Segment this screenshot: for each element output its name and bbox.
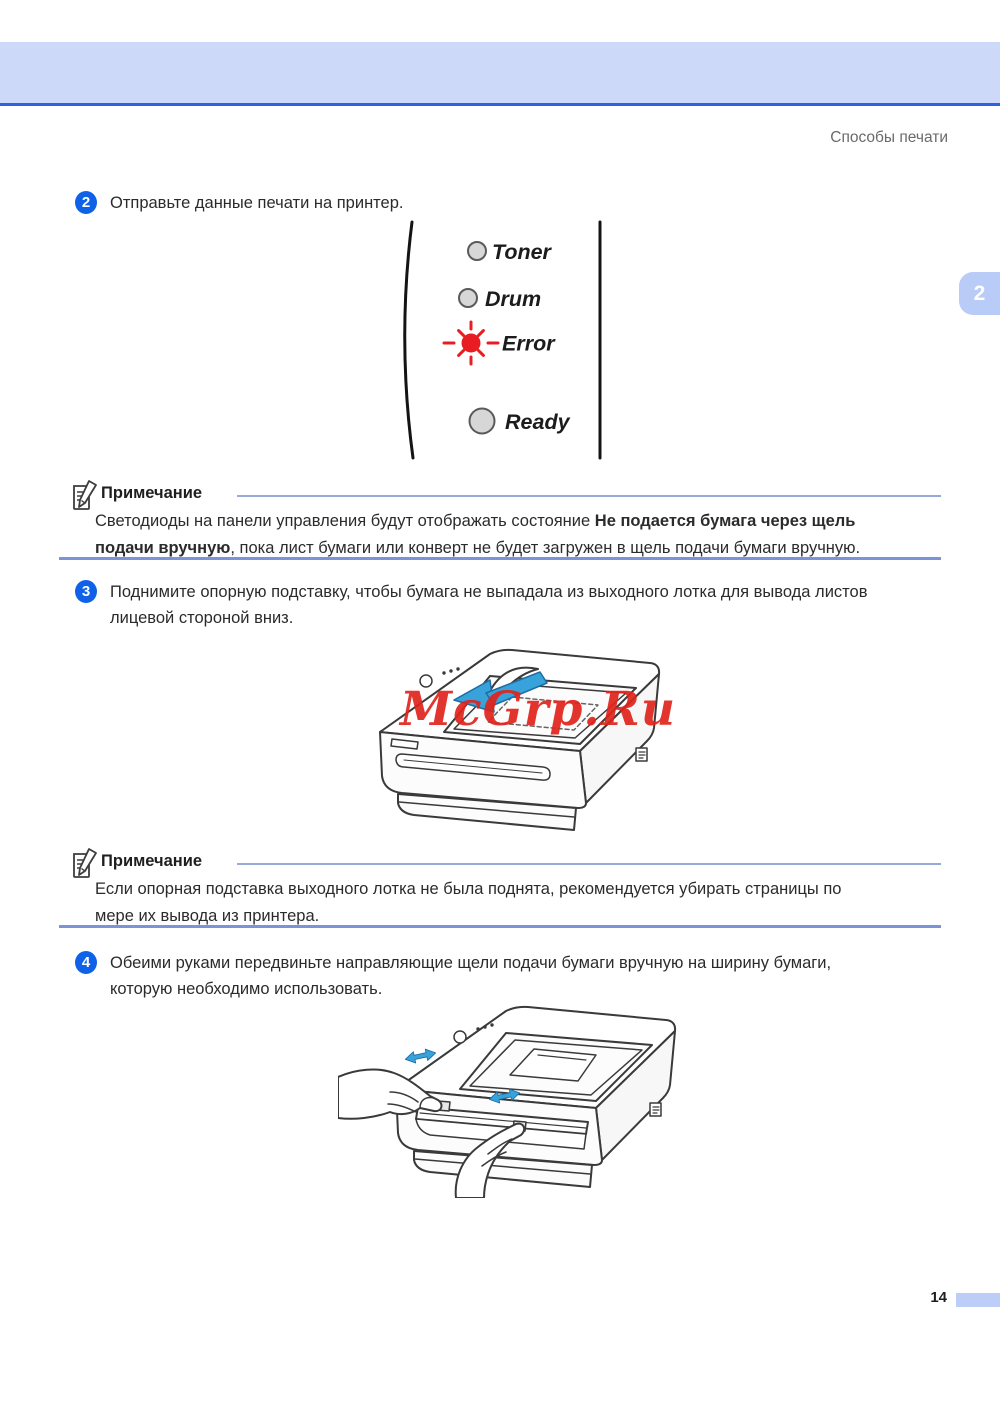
step-3-line-1: Поднимите опорную подставку, чтобы бумага не выпадала из выходного лотка для вывода листов <box>110 583 868 601</box>
panel-left-curve <box>405 222 413 458</box>
note-2-title-rule <box>237 863 941 865</box>
step-2-marker: 2 <box>75 191 97 214</box>
step-3 <box>75 579 955 631</box>
note-2-line-1: Если опорная подставка выходного лотка не была поднята, рекомендуется убирать страницы по <box>95 880 842 898</box>
step-4-line-2: которую необходимо использовать. <box>110 980 383 998</box>
note-2-bottom-rule <box>59 925 941 928</box>
step-3-line-2: лицевой стороной вниз. <box>110 609 294 627</box>
note-1-bottom-rule <box>59 557 941 560</box>
error-led-label: Error <box>502 331 555 356</box>
toner-led-icon <box>468 242 486 260</box>
led-panel-diagram <box>392 212 610 474</box>
drum-led-label: Drum <box>485 287 542 311</box>
running-head: Способы печати <box>830 129 948 146</box>
chapter-tab: 2 <box>959 272 1000 315</box>
note-1-line-1-bold: Не подается бумага через щель <box>594 512 856 530</box>
printer-figure-1 <box>340 636 690 841</box>
note-1-line-2-bold: подачи вручную <box>95 539 231 557</box>
page-number: 14 <box>930 1289 947 1306</box>
step-2-line-1: Отправьте данные печати на принтер. <box>110 194 404 212</box>
note-1-text <box>95 508 955 562</box>
step-4-line-1: Обеими руками передвиньте направляющие щели подачи бумаги вручную на ширину бумаги, <box>110 954 832 972</box>
error-led-icon <box>444 322 498 364</box>
drum-led-icon <box>459 289 477 307</box>
power-button <box>454 1031 466 1043</box>
note-1-title: Примечание <box>101 484 203 502</box>
header-band <box>0 42 1000 106</box>
note-1-line-1 <box>95 508 955 535</box>
ready-led-label: Ready <box>505 410 570 434</box>
printer-figure-2 <box>338 993 693 1198</box>
step-4-marker: 4 <box>75 951 97 974</box>
note-1-line-1-regular: Светодиоды на панели управления будут отображать состояние <box>95 512 595 530</box>
printer-illustration-2 <box>338 993 693 1198</box>
note-2-text <box>95 876 955 930</box>
step-3-marker: 3 <box>75 580 97 603</box>
watermark-text: McGrp.Ru <box>400 682 677 737</box>
note-2-title: Примечание <box>101 852 203 870</box>
note-2-line-2: мере их вывода из принтера. <box>95 907 320 925</box>
toner-led-label: Toner <box>492 240 551 264</box>
note-1-title-rule <box>237 495 941 497</box>
footer-accent-bar <box>956 1293 1000 1307</box>
printer-illustration-1 <box>340 636 690 841</box>
ready-led-icon <box>470 409 495 434</box>
step-3-text <box>110 579 955 631</box>
note-1-line-2-regular: , пока лист бумаги или конверт не будет загружен в щель подачи бумаги вручную. <box>230 539 861 557</box>
